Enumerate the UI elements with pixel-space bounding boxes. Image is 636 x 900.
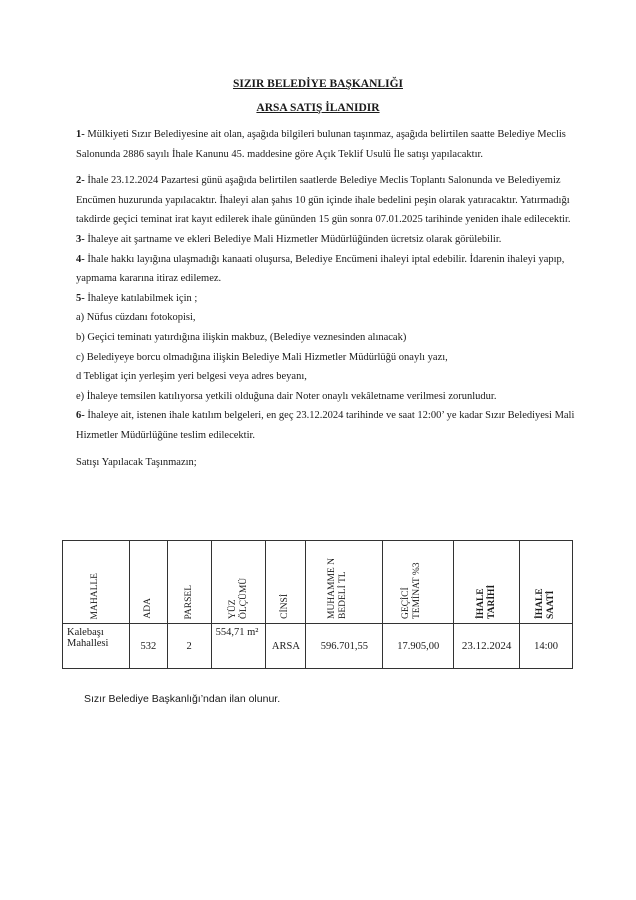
- item-4: [76, 250, 576, 289]
- item-number: 1-: [76, 129, 85, 140]
- item-number: 6-: [76, 410, 85, 422]
- announcement-body: [76, 125, 576, 472]
- requirement-a: a) Nüfus cüzdanı fotokopisi,: [76, 312, 196, 324]
- header-yuz-olcumu: YÜZ ÖLÇÜMÜ: [211, 541, 266, 624]
- requirement-c: c) Belediyeye borcu olmadığına ilişkin Belediye Mali Hizmetler Müdürlüğü onaylı yazı,: [76, 351, 448, 363]
- header-ada: ADA: [129, 541, 167, 624]
- table-row: [63, 624, 573, 669]
- header-gecici-teminat: GEÇİCİ TEMİNAT %3: [383, 541, 454, 624]
- property-table: [62, 540, 573, 669]
- cell-ada: 532: [129, 624, 167, 669]
- footer-note: Sızır Belediye Başkanlığı’ndan ilan olunur.: [84, 693, 281, 705]
- item-text: İhale 23.12.2024 Pazartesi günü aşağıda belirtilen saatlerde Belediye Meclis Toplantı Salonunda ve Belediyemiz Encümen huzurunda yapılacaktır. İhaleyi alan şahıs 10 gün içinde ihale bedelini peşin olarak yatıracaktır. Yatırmadığı takdirde geçici teminat irat kayıt edilerek ihale gününden 15 gün sonra 07.01.2025 tarihinde yeniden ihale edilecektir.: [76, 175, 571, 226]
- cell-muhammen-bedeli: 596.701,55: [306, 624, 383, 669]
- item-3: [76, 230, 576, 250]
- cell-ihale-tarihi: 23.12.2024: [454, 624, 520, 669]
- item-text: İhaleye ait, istenen ihale katılım belgeleri, en geç 23.12.2024 tarihinde ve saat 12:00’ ye kadar Sızır Belediyesi Mali Hizmetler Müdürlüğüne teslim edilecektir.: [76, 410, 575, 441]
- cell-parsel: 2: [167, 624, 211, 669]
- document-title: SIZIR BELEDİYE BAŞKANLIĞI: [232, 78, 403, 90]
- table-header-row: [63, 541, 573, 624]
- item-1: [76, 125, 576, 164]
- cell-mahalle: Kalebaşı Mahallesi: [63, 624, 130, 669]
- item-text: İhale hakkı layığına ulaşmadığı kanaati oluşursa, Belediye Encümeni ihaleyi iptal edebilir. İdarenin ihaleyi yapıp, yapmama kararına itiraz edilemez.: [76, 253, 565, 285]
- requirement-e: e) İhaleye temsilen katılıyorsa yetkili olduğuna dair Noter onaylı vekâletname verilmesi zorunludur.: [76, 390, 497, 402]
- item-6: [76, 406, 576, 445]
- item-text: Mülkiyeti Sızır Belediyesine ait olan, aşağıda bilgileri bulunan taşınmaz, aşağıda belirtilen saatte Belediye Meclis Salonunda 2886 sayılı İhale Kanunu 45. maddesine göre Açık Teklif Usulü İle satışı yapılacaktır.: [76, 129, 566, 160]
- header-muhammen-bedeli: MUHAMME N BEDELİ TL: [306, 541, 383, 624]
- requirement-b: b) Geçici teminatı yatırdığına ilişkin makbuz, (Belediye veznesinden alınacak): [76, 331, 407, 343]
- item-number: 2-: [76, 175, 85, 187]
- header-mahalle: MAHALLE: [63, 541, 130, 624]
- item-number: 4-: [76, 253, 85, 265]
- table-intro: Satışı Yapılacak Taşınmazın;: [76, 456, 197, 468]
- item-5: [76, 289, 576, 309]
- header-cinsi: CİNSİ: [266, 541, 306, 624]
- cell-cinsi: ARSA: [266, 624, 306, 669]
- item-2: [76, 171, 576, 230]
- cell-gecici-teminat: 17.905,00: [383, 624, 454, 669]
- header-ihale-saati: İHALE SAATİ: [520, 541, 573, 624]
- header-parsel: PARSEL: [167, 541, 211, 624]
- cell-yuz-olcumu: 554,71 m²: [211, 624, 266, 669]
- item-text: İhaleye katılabilmek için ;: [87, 292, 198, 304]
- document-subtitle: ARSA SATIŞ İLANIDIR: [256, 102, 380, 114]
- item-number: 3-: [76, 233, 85, 245]
- requirement-d: d Tebligat için yerleşim yeri belgesi veya adres beyanı,: [76, 371, 307, 383]
- header-ihale-tarihi: İHALE TARİHİ: [454, 541, 520, 624]
- item-text: İhaleye ait şartname ve ekleri Belediye Mali Hizmetler Müdürlüğünden ücretsiz olarak görülebilir.: [87, 233, 502, 245]
- cell-ihale-saati: 14:00: [520, 624, 573, 669]
- item-number: 5-: [76, 292, 85, 304]
